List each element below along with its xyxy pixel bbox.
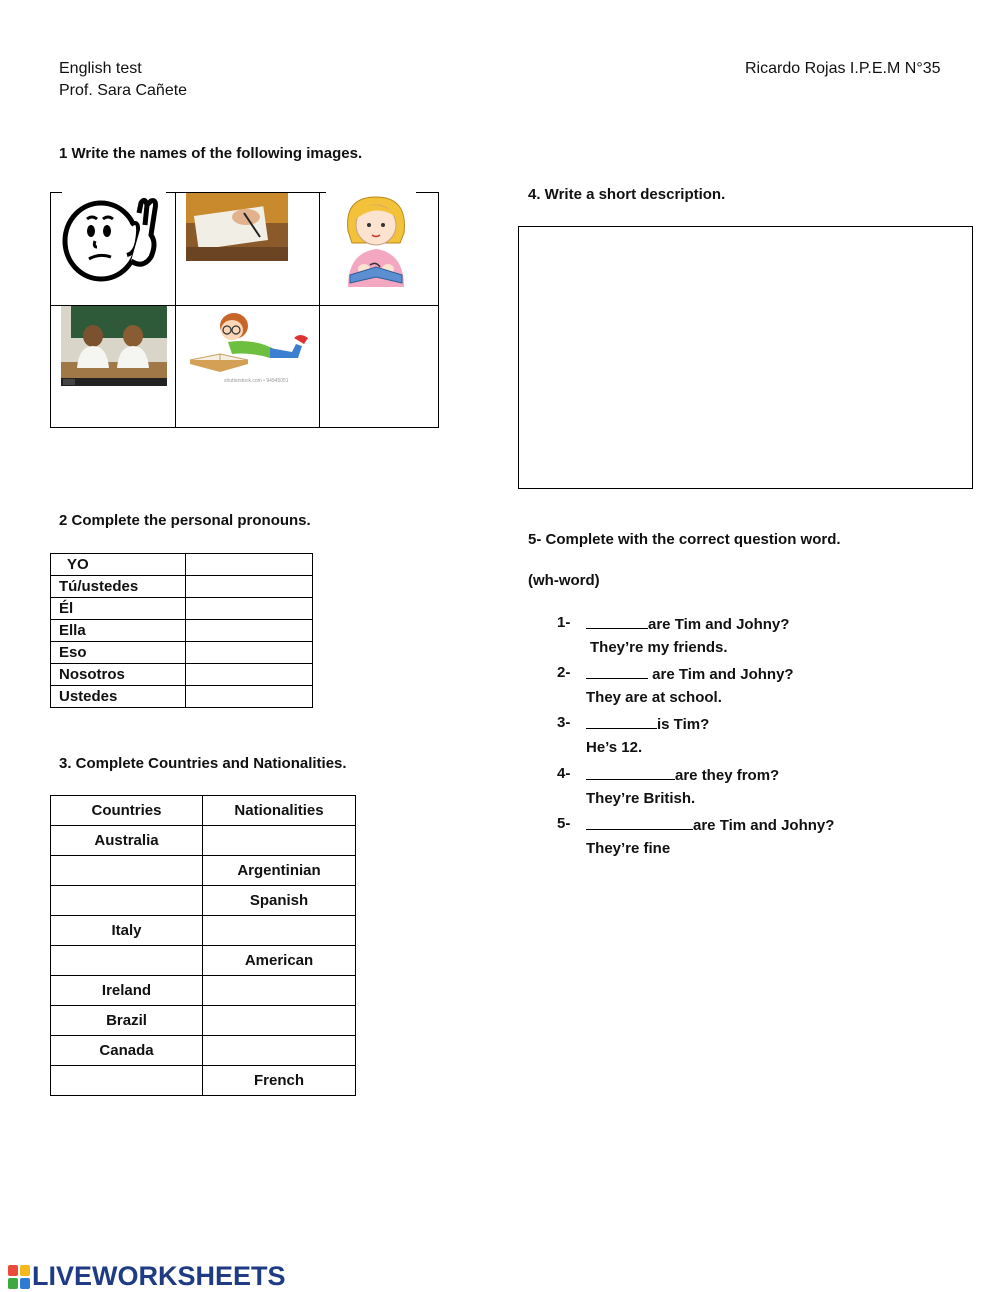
nationality-cell: French: [203, 1066, 356, 1096]
country-cell: Ireland: [51, 976, 203, 1006]
section4-title: 4. Write a short description.: [528, 186, 726, 203]
pronoun-label: Nosotros: [51, 664, 186, 686]
answer-text: He’s 12.: [586, 739, 643, 756]
question-text: are they from?: [675, 767, 780, 784]
section5-title: 5- Complete with the correct question word.: [528, 531, 841, 548]
pronoun-text: YO: [67, 556, 89, 573]
nationality-cell[interactable]: [203, 976, 356, 1006]
answer-blank[interactable]: [586, 815, 693, 830]
answer-text: They’re British.: [586, 790, 696, 807]
question-text: are Tim and Johny?: [693, 817, 835, 834]
image-cell-2: [176, 193, 320, 306]
header-course: English test: [59, 60, 142, 77]
question-number: 5-: [557, 815, 571, 832]
question-line: [586, 664, 794, 683]
pronoun-answer-cell[interactable]: [186, 686, 313, 708]
liveworksheets-logo[interactable]: [8, 1261, 286, 1292]
answer-blank[interactable]: [586, 765, 675, 780]
liveworksheets-logo-text: LIVEWORKSHEETS: [32, 1261, 286, 1291]
section3-title: 3. Complete Countries and Nationalities.: [59, 755, 347, 772]
section1-title: 1 Write the names of the following images.: [59, 145, 363, 162]
country-cell[interactable]: [51, 856, 203, 886]
nationality-cell: Spanish: [203, 886, 356, 916]
country-cell[interactable]: [51, 886, 203, 916]
answer-blank[interactable]: [586, 614, 648, 629]
pronoun-answer-cell[interactable]: [186, 620, 313, 642]
boy-reading-icon: [184, 308, 312, 384]
question-number: 4-: [557, 765, 571, 782]
nationality-cell[interactable]: [203, 916, 356, 946]
girl-reading-icon: [330, 195, 422, 287]
section2-title: 2 Complete the personal pronouns.: [59, 512, 311, 529]
pronoun-answer-cell[interactable]: [186, 642, 313, 664]
image-cell-5: [176, 306, 320, 428]
question-number: 1-: [557, 614, 571, 631]
country-cell: Australia: [51, 826, 203, 856]
students-classroom-icon: [61, 306, 167, 386]
pronoun-label: Ustedes: [51, 686, 186, 708]
pronoun-label: Ella: [51, 620, 186, 642]
nationality-cell[interactable]: [203, 1036, 356, 1066]
question-text: is Tim?: [657, 716, 710, 733]
section5-subtitle: (wh-word): [528, 572, 600, 589]
country-cell[interactable]: [51, 946, 203, 976]
question-line: [586, 765, 779, 784]
column-header-nationalities: Nationalities: [203, 796, 356, 826]
image-cell-3: [320, 193, 439, 306]
writing-photo-icon: [186, 193, 288, 261]
country-cell: Italy: [51, 916, 203, 946]
answer-blank[interactable]: [586, 664, 648, 679]
answer-text: They are at school.: [586, 689, 722, 706]
nationality-cell[interactable]: [203, 1006, 356, 1036]
pronoun-label: Tú/ustedes: [51, 576, 186, 598]
pronoun-answer-cell[interactable]: [186, 664, 313, 686]
listening-face-icon: [61, 195, 169, 283]
country-cell: Brazil: [51, 1006, 203, 1036]
question-text: are Tim and Johny?: [648, 666, 794, 683]
answer-text: They’re my friends.: [590, 639, 728, 656]
question-number: 3-: [557, 714, 571, 731]
image-cell-6-empty: [320, 306, 439, 428]
answer-text: They’re fine: [586, 840, 671, 857]
image-cell-1: [51, 193, 176, 306]
question-line: [586, 714, 709, 733]
nationality-cell: Argentinian: [203, 856, 356, 886]
liveworksheets-logo-icon: [8, 1265, 30, 1289]
column-header-countries: Countries: [51, 796, 203, 826]
nationality-cell: American: [203, 946, 356, 976]
pronoun-label: Eso: [51, 642, 186, 664]
pronouns-table: [50, 553, 313, 708]
country-cell: Canada: [51, 1036, 203, 1066]
pronoun-answer-cell[interactable]: [186, 598, 313, 620]
pronoun-answer-cell[interactable]: [186, 576, 313, 598]
nationality-cell[interactable]: [203, 826, 356, 856]
answer-blank[interactable]: [586, 714, 657, 729]
pronoun-label: Él: [51, 598, 186, 620]
image-watermark: shutterstock.com • 94945051: [224, 378, 289, 384]
image-cell-4: [51, 306, 176, 428]
images-grid: [50, 192, 439, 428]
pronoun-label: [51, 554, 186, 576]
country-cell[interactable]: [51, 1066, 203, 1096]
header-teacher: Prof. Sara Cañete: [59, 82, 188, 99]
question-text: are Tim and Johny?: [648, 616, 790, 633]
header-school: Ricardo Rojas I.P.E.M N°35: [745, 60, 941, 77]
question-number: 2-: [557, 664, 571, 681]
question-line: [586, 815, 834, 834]
description-textbox[interactable]: [518, 226, 973, 489]
countries-table: [50, 795, 356, 1096]
pronoun-answer-cell[interactable]: [186, 554, 313, 576]
question-line: [586, 614, 789, 633]
